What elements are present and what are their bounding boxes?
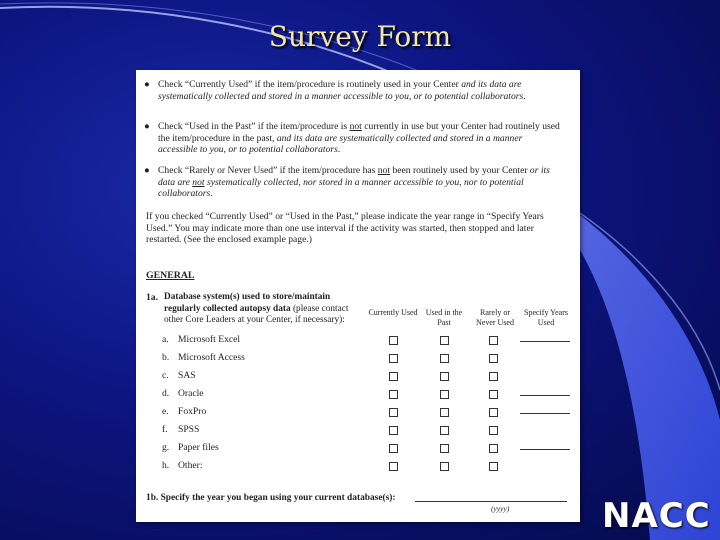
table-row	[136, 352, 580, 366]
used-in-past-checkbox[interactable]	[440, 408, 449, 417]
row-letter: c.	[162, 370, 169, 381]
specify-years-field[interactable]	[520, 395, 570, 396]
row-letter: g.	[162, 442, 170, 453]
table-row	[136, 424, 580, 438]
table-row	[136, 460, 580, 474]
used-in-past-checkbox[interactable]	[440, 444, 449, 453]
rarely-never-used-checkbox[interactable]	[489, 462, 498, 471]
currently-used-checkbox[interactable]	[389, 462, 398, 471]
bullet-dot-icon: ●	[144, 79, 150, 90]
bullet-text: Check “Currently Used” if the item/procedure is routinely used in your Center and its data are systematically collected and stored in a manner accessible to you, or to potential collaborators.	[158, 79, 526, 102]
rarely-never-used-checkbox[interactable]	[489, 354, 498, 363]
specify-years-field[interactable]	[520, 449, 570, 450]
row-letter: f.	[162, 424, 168, 435]
question-1b-hint: (yyyy)	[491, 504, 510, 513]
question-1b-text: 1b. Specify the year you began using your current database(s):	[146, 493, 396, 503]
used-in-past-checkbox[interactable]	[440, 354, 449, 363]
bullet-text: Check “Used in the Past” if the item/procedure is not currently in use but your Center had routinely used the item/procedure in the past, and its data are systematically collected and stored in a manner accessible to you, or to potential collaborators.	[158, 121, 560, 156]
row-label: SAS	[178, 370, 196, 381]
specify-years-field[interactable]	[520, 413, 570, 414]
row-letter: b.	[162, 352, 170, 363]
nacc-logo: NACC	[602, 496, 711, 536]
rarely-never-used-checkbox[interactable]	[489, 408, 498, 417]
question-1a-text: Database system(s) used to store/maintain regularly collected autopsy data (please contact other Core Leaders at your Center, if necessary):	[164, 292, 349, 326]
row-letter: a.	[162, 334, 169, 345]
used-in-past-checkbox[interactable]	[440, 426, 449, 435]
row-label: Other:	[178, 460, 203, 471]
column-header-used-in-past: Used in the Past	[425, 308, 463, 327]
rarely-never-used-checkbox[interactable]	[489, 336, 498, 345]
slide-title: Survey Form	[268, 20, 452, 53]
used-in-past-checkbox[interactable]	[440, 372, 449, 381]
row-label: Oracle	[178, 388, 204, 399]
survey-document	[136, 70, 580, 522]
currently-used-checkbox[interactable]	[389, 372, 398, 381]
column-header-rarely-never-used: Rarely or Never Used	[476, 308, 514, 327]
specify-years-field[interactable]	[520, 341, 570, 342]
rarely-never-used-checkbox[interactable]	[489, 444, 498, 453]
row-label: Microsoft Access	[178, 352, 245, 363]
currently-used-checkbox[interactable]	[389, 408, 398, 417]
instructions-paragraph: If you checked “Currently Used” or “Used in the Past,” please indicate the year range in “Specify Years Used.” You may indicate more than one use interval if the activity was started, then stopped and later restarted. (See the enclosed example page.)	[146, 211, 544, 246]
currently-used-checkbox[interactable]	[389, 426, 398, 435]
question-1b-answer-line[interactable]	[415, 501, 567, 502]
used-in-past-checkbox[interactable]	[440, 462, 449, 471]
row-letter: d.	[162, 388, 170, 399]
table-row	[136, 406, 580, 420]
row-label: SPSS	[178, 424, 200, 435]
row-label: Paper files	[178, 442, 219, 453]
bullet-dot-icon: ●	[144, 165, 150, 176]
used-in-past-checkbox[interactable]	[440, 336, 449, 345]
row-label: FoxPro	[178, 406, 207, 417]
rarely-never-used-checkbox[interactable]	[489, 390, 498, 399]
row-letter: e.	[162, 406, 169, 417]
currently-used-checkbox[interactable]	[389, 390, 398, 399]
currently-used-checkbox[interactable]	[389, 354, 398, 363]
row-label: Microsoft Excel	[178, 334, 241, 345]
currently-used-checkbox[interactable]	[389, 444, 398, 453]
table-row	[136, 370, 580, 384]
used-in-past-checkbox[interactable]	[440, 390, 449, 399]
bullet-text: Check “Rarely or Never Used” if the item/procedure has not been routinely used by your Center or its data are not systematically collected, nor stored in a manner accessible to you, nor to potential collaborators.	[158, 165, 550, 200]
section-heading-general: GENERAL	[146, 270, 195, 281]
column-header-specify-years: Specify Years Used	[524, 308, 568, 327]
column-header-currently-used: Currently Used	[368, 308, 418, 317]
table-row	[136, 334, 580, 348]
table-row	[136, 388, 580, 402]
rarely-never-used-checkbox[interactable]	[489, 426, 498, 435]
question-1a-number: 1a.	[146, 292, 158, 303]
table-row	[136, 442, 580, 456]
bullet-dot-icon: ●	[144, 121, 150, 132]
row-letter: h.	[162, 460, 170, 471]
currently-used-checkbox[interactable]	[389, 336, 398, 345]
rarely-never-used-checkbox[interactable]	[489, 372, 498, 381]
